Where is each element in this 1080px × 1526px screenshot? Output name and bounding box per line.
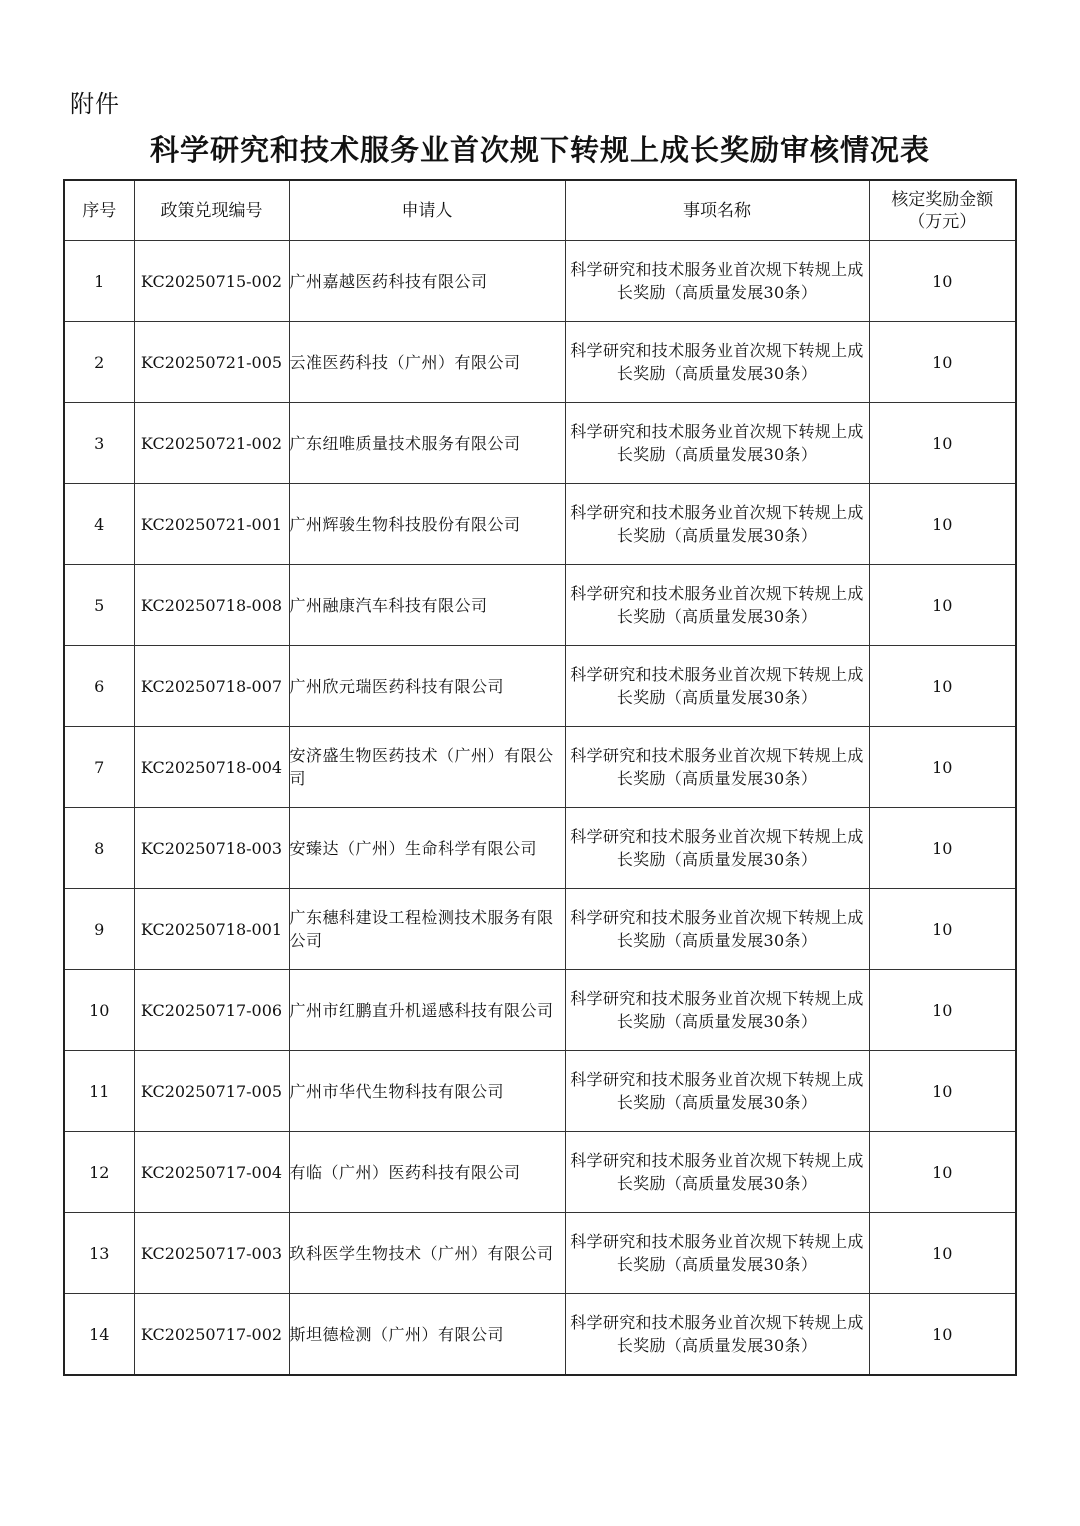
row-applicant: 广州市华代生物科技有限公司 [289,1051,565,1132]
row-item: 科学研究和技术服务业首次规下转规上成长奖励（高质量发展30条） [565,1213,869,1294]
row-code: KC20250718-007 [134,646,289,727]
row-applicant: 广州融康汽车科技有限公司 [289,565,565,646]
row-amount: 10 [869,322,1016,403]
row-amount: 10 [869,1294,1016,1376]
review-table [63,179,1017,1376]
row-item: 科学研究和技术服务业首次规下转规上成长奖励（高质量发展30条） [565,808,869,889]
table-body [64,241,1016,1376]
table-row [64,970,1016,1051]
row-index: 13 [64,1213,134,1294]
header-amount-line2: （万元） [908,211,977,232]
table-row [64,403,1016,484]
row-code: KC20250721-002 [134,403,289,484]
row-item: 科学研究和技术服务业首次规下转规上成长奖励（高质量发展30条） [565,1132,869,1213]
row-index: 2 [64,322,134,403]
header-amount [869,180,1016,241]
row-code: KC20250715-002 [134,241,289,322]
table-row [64,1051,1016,1132]
row-applicant: 广州嘉越医药科技有限公司 [289,241,565,322]
row-code: KC20250718-003 [134,808,289,889]
row-amount: 10 [869,565,1016,646]
row-index: 12 [64,1132,134,1213]
table-row [64,322,1016,403]
row-item: 科学研究和技术服务业首次规下转规上成长奖励（高质量发展30条） [565,646,869,727]
row-item: 科学研究和技术服务业首次规下转规上成长奖励（高质量发展30条） [565,1294,869,1376]
row-item: 科学研究和技术服务业首次规下转规上成长奖励（高质量发展30条） [565,403,869,484]
row-index: 8 [64,808,134,889]
row-item: 科学研究和技术服务业首次规下转规上成长奖励（高质量发展30条） [565,565,869,646]
row-applicant: 广州市红鹏直升机遥感科技有限公司 [289,970,565,1051]
row-index: 6 [64,646,134,727]
row-index: 10 [64,970,134,1051]
row-amount: 10 [869,1213,1016,1294]
row-index: 14 [64,1294,134,1376]
table-row [64,646,1016,727]
row-item: 科学研究和技术服务业首次规下转规上成长奖励（高质量发展30条） [565,322,869,403]
header-applicant: 申请人 [289,180,565,241]
row-index: 9 [64,889,134,970]
row-index: 11 [64,1051,134,1132]
row-applicant: 广东纽唯质量技术服务有限公司 [289,403,565,484]
row-amount: 10 [869,403,1016,484]
row-code: KC20250717-002 [134,1294,289,1376]
row-item: 科学研究和技术服务业首次规下转规上成长奖励（高质量发展30条） [565,727,869,808]
row-code: KC20250717-003 [134,1213,289,1294]
row-code: KC20250717-005 [134,1051,289,1132]
row-applicant: 有临（广州）医药科技有限公司 [289,1132,565,1213]
row-index: 1 [64,241,134,322]
table-header-row [64,180,1016,241]
row-applicant: 安臻达（广州）生命科学有限公司 [289,808,565,889]
row-applicant: 安济盛生物医药技术（广州）有限公司 [289,727,565,808]
row-code: KC20250718-004 [134,727,289,808]
row-amount: 10 [869,889,1016,970]
row-code: KC20250721-005 [134,322,289,403]
row-applicant: 广东穗科建设工程检测技术服务有限公司 [289,889,565,970]
header-index: 序号 [64,180,134,241]
row-amount: 10 [869,1051,1016,1132]
table-row [64,241,1016,322]
row-applicant: 广州欣元瑞医药科技有限公司 [289,646,565,727]
row-amount: 10 [869,646,1016,727]
row-index: 3 [64,403,134,484]
header-code: 政策兑现编号 [134,180,289,241]
table-row [64,1213,1016,1294]
row-amount: 10 [869,1132,1016,1213]
row-index: 5 [64,565,134,646]
row-applicant: 云准医药科技（广州）有限公司 [289,322,565,403]
row-item: 科学研究和技术服务业首次规下转规上成长奖励（高质量发展30条） [565,241,869,322]
row-item: 科学研究和技术服务业首次规下转规上成长奖励（高质量发展30条） [565,889,869,970]
row-amount: 10 [869,808,1016,889]
document-title: 科学研究和技术服务业首次规下转规上成长奖励审核情况表 [149,133,930,167]
row-amount: 10 [869,484,1016,565]
table-row [64,565,1016,646]
row-item: 科学研究和技术服务业首次规下转规上成长奖励（高质量发展30条） [565,484,869,565]
table-row [64,1132,1016,1213]
row-code: KC20250721-001 [134,484,289,565]
header-item: 事项名称 [565,180,869,241]
row-code: KC20250717-004 [134,1132,289,1213]
row-applicant: 玖科医学生物技术（广州）有限公司 [289,1213,565,1294]
row-amount: 10 [869,970,1016,1051]
row-amount: 10 [869,241,1016,322]
row-item: 科学研究和技术服务业首次规下转规上成长奖励（高质量发展30条） [565,1051,869,1132]
row-code: KC20250718-008 [134,565,289,646]
row-code: KC20250717-006 [134,970,289,1051]
row-applicant: 斯坦德检测（广州）有限公司 [289,1294,565,1376]
table-row [64,808,1016,889]
row-item: 科学研究和技术服务业首次规下转规上成长奖励（高质量发展30条） [565,970,869,1051]
table-row [64,727,1016,808]
row-applicant: 广州辉骏生物科技股份有限公司 [289,484,565,565]
table-row [64,889,1016,970]
row-code: KC20250718-001 [134,889,289,970]
attachment-label: 附件 [70,90,120,118]
row-amount: 10 [869,727,1016,808]
row-index: 7 [64,727,134,808]
table-row [64,484,1016,565]
table-row [64,1294,1016,1376]
header-amount-line1: 核定奖励金额 [891,189,994,210]
row-index: 4 [64,484,134,565]
